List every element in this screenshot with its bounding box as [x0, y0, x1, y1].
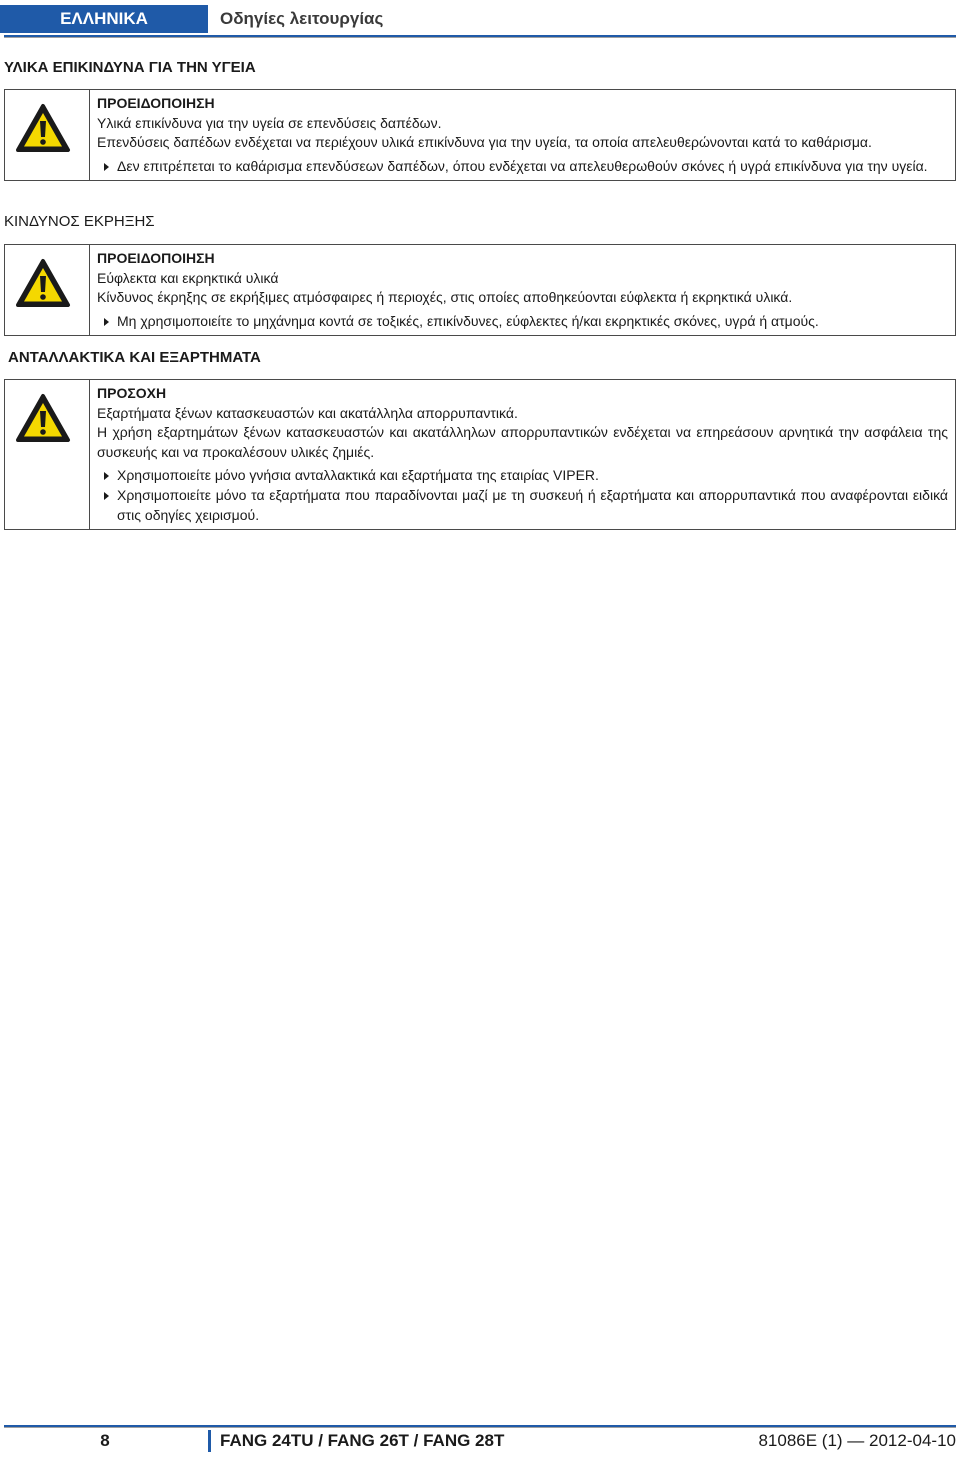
instruction-item	[97, 486, 948, 525]
caution-notice-parts	[4, 379, 956, 530]
instruction-list	[97, 312, 948, 332]
bullet-arrow-icon	[104, 318, 109, 326]
bullet-arrow-icon	[104, 163, 109, 171]
signal-word: ΠΡΟΣΟΧΗ	[97, 385, 167, 401]
notice-content	[90, 245, 955, 335]
instruction-text: Χρησιμοποιείτε μόνο τα εξαρτήματα που παραδίνονται μαζί με τη συσκευή ή εξαρτήματα και απορρυπαντικά που αναφέρονται ειδικά στις οδηγίες χειρισμού.	[117, 486, 948, 523]
warning-triangle-icon	[15, 103, 71, 153]
warning-triangle-icon	[15, 393, 71, 443]
footer-separator	[208, 1430, 211, 1452]
notice-line: Η χρήση εξαρτημάτων ξένων κατασκευαστών και ακατάλληλων απορρυπαντικών ενδέχεται να επηρεάσουν αρνητικά την ασφάλεια της συσκευής και να προκαλέσουν υλικές ζημιές.	[97, 424, 948, 460]
instruction-text: Δεν επιτρέπεται το καθάρισμα επενδύσεων δαπέδων, όπου ενδέχεται να απελευθερωθούν σκόνες ή υγρά επικίνδυνα για την υγεία.	[117, 157, 928, 174]
notice-line: Εύφλεκτα και εκρηκτικά υλικά	[97, 269, 279, 286]
notice-line: Κίνδυνος έκρηξης σε εκρήξιμες ατμόσφαιρες ή περιοχές, στις οποίες αποθηκεύονται εύφλεκτα ή εκρηκτικά υλικά.	[97, 289, 793, 306]
notice-icon-cell	[5, 380, 90, 529]
instruction-list	[97, 466, 948, 525]
signal-word: ΠΡΟΕΙΔΟΠΟΙΗΣΗ	[97, 250, 215, 266]
notice-line: Επενδύσεις δαπέδων ενδέχεται να περιέχουν υλικά επικίνδυνα για την υγεία, τα οποία απελευθερώνονται κατά το καθάρισμα.	[97, 134, 872, 151]
notice-line: Υλικά επικίνδυνα για την υγεία σε επενδύσεις δαπέδων.	[97, 114, 442, 131]
notice-content	[90, 90, 955, 180]
notice-line: Εξαρτήματα ξένων κατασκευαστών και ακατάλληλα απορρυπαντικά.	[97, 404, 518, 421]
instruction-item	[97, 466, 948, 486]
instruction-item	[97, 312, 948, 332]
warning-notice-explosion	[4, 244, 956, 336]
bullet-arrow-icon	[104, 472, 109, 480]
section-heading-spare-parts: ΑΝΤΑΛΛΑΚΤΙΚΑ ΚΑΙ ΕΞΑΡΤΗΜΑΤΑ	[8, 349, 261, 366]
bullet-arrow-icon	[104, 492, 109, 500]
instruction-list	[97, 157, 948, 177]
instruction-text: Μη χρησιμοποιείτε το μηχάνημα κοντά σε τοξικές, επικίνδυνες, εύφλεκτες ή/και εκρηκτικές σκόνες, υγρά ή ατμούς.	[117, 312, 819, 329]
section-heading-health-hazard: ΥΛΙΚΑ ΕΠΙΚΙΝΔΥΝΑ ΓΙΑ ΤΗΝ ΥΓΕΙΑ	[4, 59, 256, 76]
document-title: Οδηγίες λειτουργίας	[220, 9, 384, 28]
footer-models: FANG 24TU / FANG 26T / FANG 28T	[220, 1431, 505, 1450]
language-label: ΕΛΛΗΝΙΚΑ	[0, 5, 208, 33]
notice-icon-cell	[5, 90, 90, 180]
instruction-item	[97, 157, 948, 177]
notice-icon-cell	[5, 245, 90, 335]
footer-document-reference: 81086E (1) — 2012-04-10	[758, 1431, 956, 1450]
header-divider	[4, 35, 956, 38]
warning-triangle-icon	[15, 258, 71, 308]
signal-word: ΠΡΟΕΙΔΟΠΟΙΗΣΗ	[97, 95, 215, 111]
warning-notice-health	[4, 89, 956, 181]
section-heading-explosion-hazard: ΚΙΝΔΥΝΟΣ ΕΚΡΗΞΗΣ	[4, 213, 155, 230]
footer-divider	[4, 1425, 956, 1428]
page-number: 8	[100, 1431, 110, 1450]
instruction-text: Χρησιμοποιείτε μόνο γνήσια ανταλλακτικά και εξαρτήματα της εταιρίας VIPER.	[117, 467, 599, 484]
notice-content	[90, 380, 955, 529]
